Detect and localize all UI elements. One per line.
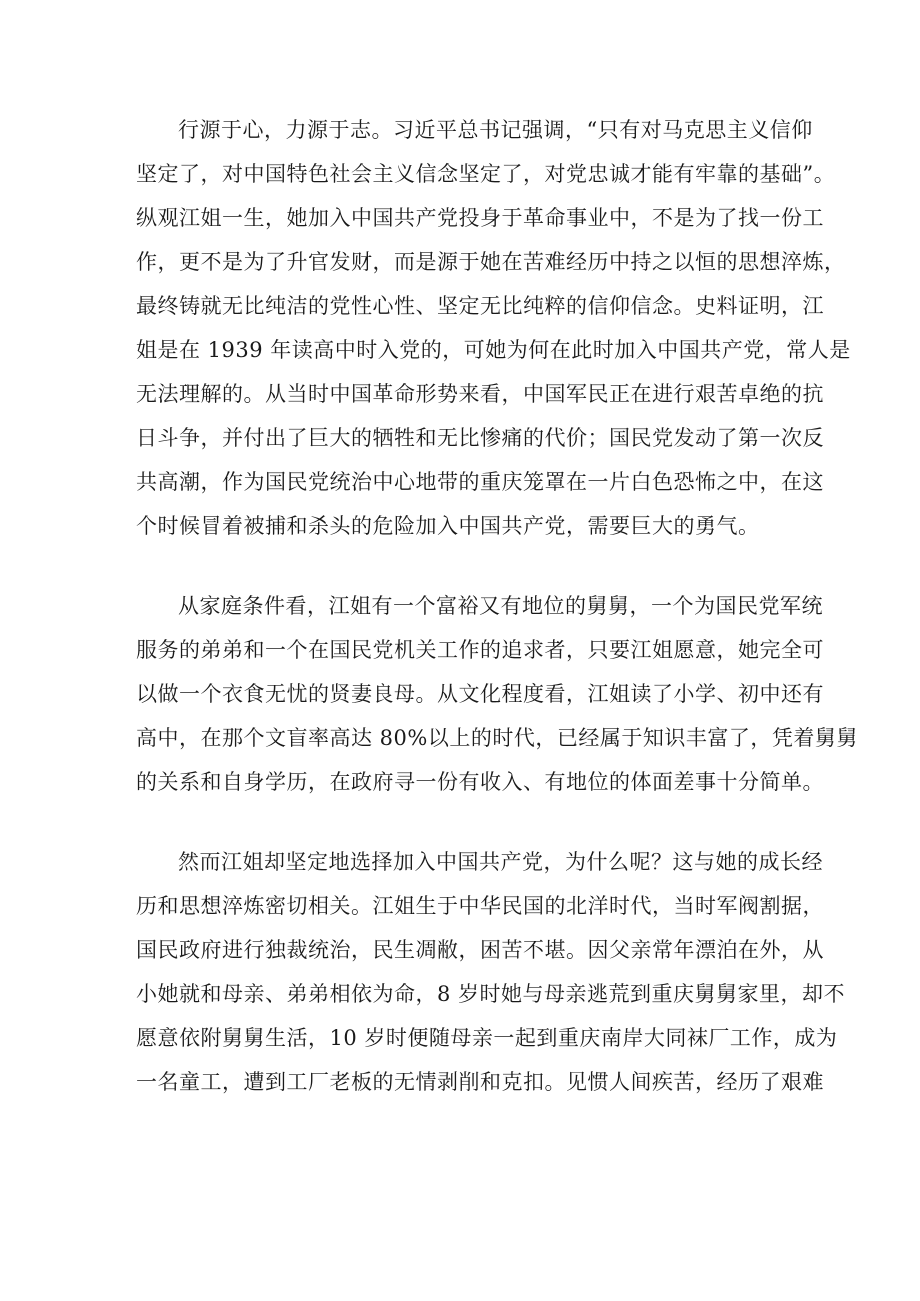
paragraph-3-line-5: 愿意依附舅舅生活，10 岁时便随母亲一起到重庆南岸大同袜厂工作，成为 <box>136 1026 838 1050</box>
paragraph-1-line-10: 个时候冒着被捕和杀头的危险加入中国共产党，需要巨大的勇气。 <box>136 514 760 538</box>
paragraph-1-line-1: 行源于心，力源于志。习近平总书记强调，“只有对马克思主义信仰 <box>178 118 813 142</box>
paragraph-2-line-5: 的关系和自身学历，在政府寻一份有收入、有地位的体面差事十分简单。 <box>136 770 824 794</box>
paragraph-3-line-6: 一名童工，遭到工厂老板的无情剥削和克扣。见惯人间疾苦，经历了艰难 <box>136 1070 824 1094</box>
paragraph-1-line-7: 无法理解的。从当时中国革命形势来看，中国军民正在进行艰苦卓绝的抗 <box>136 382 824 406</box>
paragraph-2-line-4: 高中，在那个文盲率高达 80%以上的时代，已经属于知识丰富了，凭着舅舅 <box>136 726 858 750</box>
paragraph-2-line-3: 以做一个衣食无忧的贤妻良母。从文化程度看，江姐读了小学、初中还有 <box>136 682 824 706</box>
paragraph-2-line-1: 从家庭条件看，江姐有一个富裕又有地位的舅舅，一个为国民党军统 <box>178 594 823 618</box>
paragraph-1-line-9: 共高潮，作为国民党统治中心地带的重庆笼罩在一片白色恐怖之中，在这 <box>136 470 824 494</box>
paragraph-1-line-5: 最终铸就无比纯洁的党性心性、坚定无比纯粹的信仰信念。史料证明，江 <box>136 294 824 318</box>
paragraph-1-line-8: 日斗争，并付出了巨大的牺牲和无比惨痛的代价；国民党发动了第一次反 <box>136 426 824 450</box>
paragraph-3-line-2: 历和思想淬炼密切相关。江姐生于中华民国的北洋时代，当时军阀割据， <box>136 894 824 918</box>
paragraph-1-line-2: 坚定了，对中国特色社会主义信念坚定了，对党忠诚才能有牢靠的基础”。 <box>136 162 836 186</box>
paragraph-2-line-2: 服务的弟弟和一个在国民党机关工作的追求者，只要江姐愿意，她完全可 <box>136 638 824 662</box>
paragraph-3-line-1: 然而江姐却坚定地选择加入中国共产党，为什么呢？这与她的成长经 <box>178 850 823 874</box>
paragraph-1-line-6: 姐是在 1939 年读高中时入党的，可她为何在此时加入中国共产党，常人是 <box>136 338 851 362</box>
paragraph-3-line-4: 小她就和母亲、弟弟相依为命，8 岁时她与母亲逃荒到重庆舅舅家里，却不 <box>136 982 846 1006</box>
paragraph-1-line-3: 纵观江姐一生，她加入中国共产党投身于革命事业中，不是为了找一份工 <box>136 206 824 230</box>
paragraph-3-line-3: 国民政府进行独裁统治，民生凋敝，困苦不堪。因父亲常年漂泊在外，从 <box>136 938 824 962</box>
paragraph-1-line-4: 作，更不是为了升官发财，而是源于她在苦难经历中持之以恒的思想淬炼， <box>136 250 846 274</box>
